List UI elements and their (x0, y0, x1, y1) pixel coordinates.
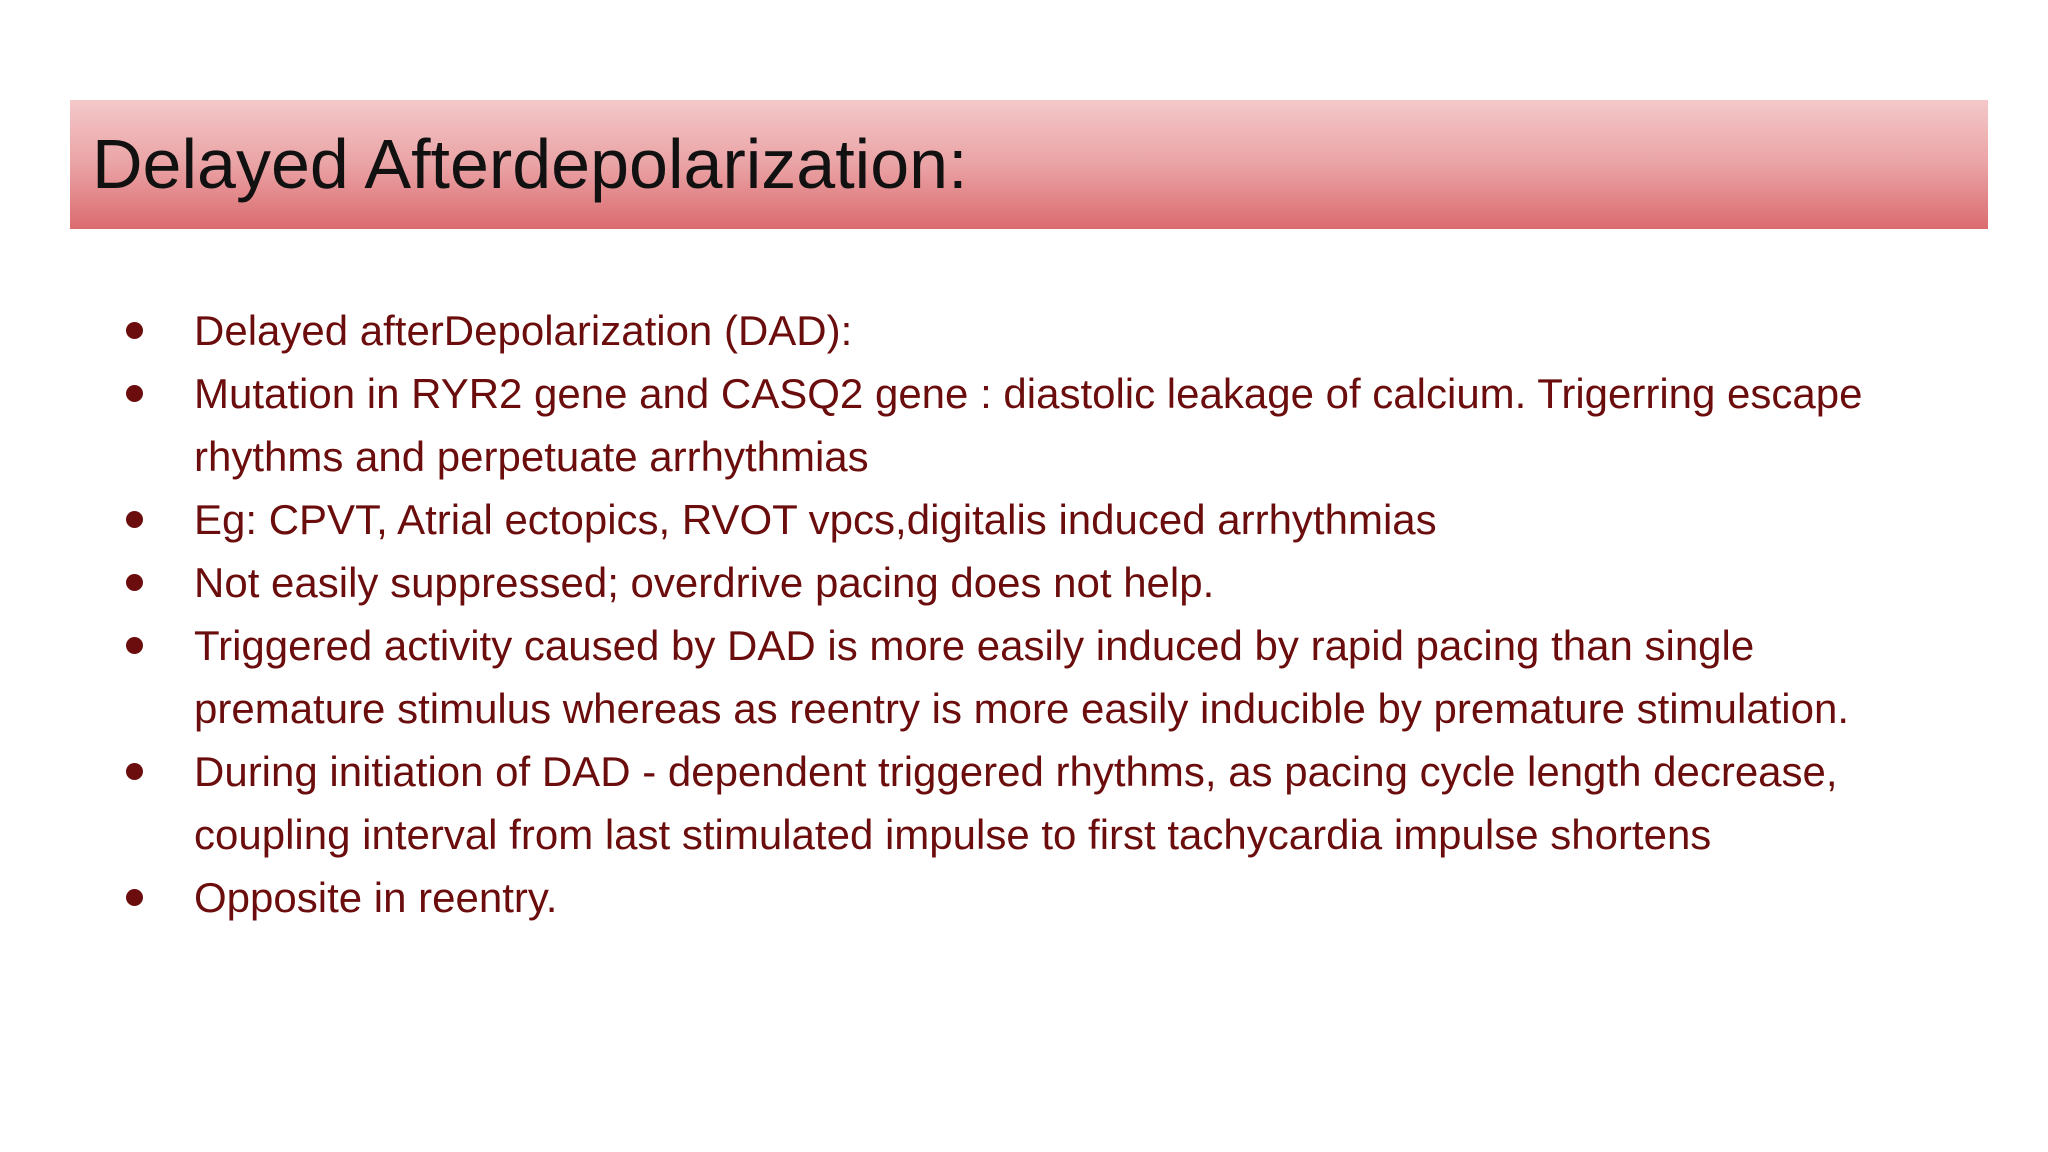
slide-title: Delayed Afterdepolarization: (92, 125, 968, 203)
bullet-dot-icon (126, 511, 143, 528)
bullet-text: Mutation in RYR2 gene and CASQ2 gene : diastolic leakage of calcium. Trigerring escape rhythms and perpetuate arrhythmias (194, 370, 1863, 480)
bullet-item (122, 866, 1902, 929)
bullet-dot-icon (126, 322, 143, 339)
bullet-item (122, 488, 1902, 551)
bullet-text: Delayed afterDepolarization (DAD): (194, 307, 853, 354)
bullet-item (122, 299, 1902, 362)
bullet-item (122, 362, 1902, 488)
bullet-dot-icon (126, 385, 143, 402)
title-banner (70, 100, 1988, 229)
bullet-dot-icon (126, 763, 143, 780)
bullet-dot-icon (126, 637, 143, 654)
bullet-item (122, 740, 1902, 866)
bullet-list (122, 299, 1902, 929)
bullet-dot-icon (126, 889, 143, 906)
bullet-text: Opposite in reentry. (194, 874, 558, 921)
bullet-text: During initiation of DAD - dependent triggered rhythms, as pacing cycle length decrease, coupling interval from last stimulated impulse to first tachycardia impulse shortens (194, 748, 1838, 858)
bullet-text: Eg: CPVT, Atrial ectopics, RVOT vpcs,digitalis induced arrhythmias (194, 496, 1437, 543)
bullet-text: Not easily suppressed; overdrive pacing does not help. (194, 559, 1215, 606)
bullet-item (122, 614, 1902, 740)
bullet-dot-icon (126, 574, 143, 591)
bullet-item (122, 551, 1902, 614)
bullet-text: Triggered activity caused by DAD is more easily induced by rapid pacing than single premature stimulus whereas as reentry is more easily inducible by premature stimulation. (194, 622, 1850, 732)
